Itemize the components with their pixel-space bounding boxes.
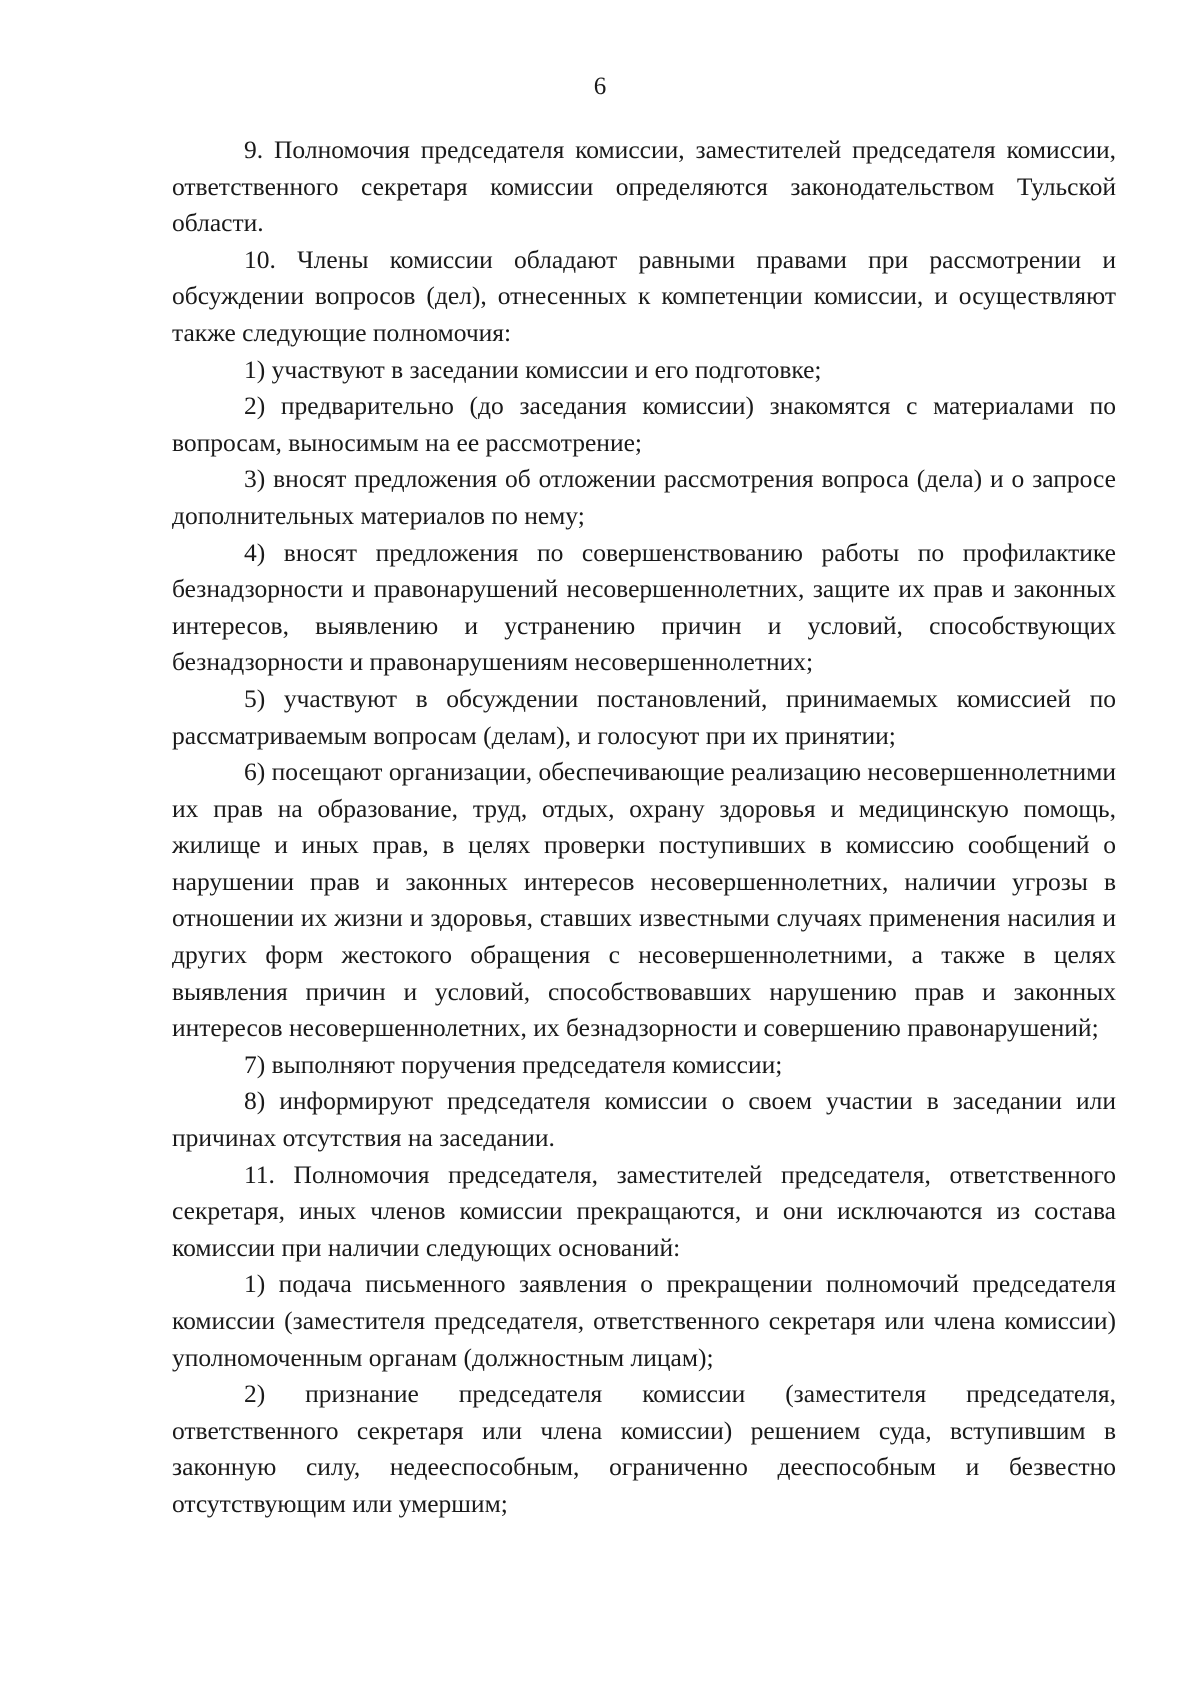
document-body — [172, 132, 1116, 1523]
list-item-11-1: 1) подача письменного заявления о прекращении полномочий председателя комиссии (заместителя председателя, ответственного секретаря или члена комиссии) уполномоченным органам (должностным лицам); — [172, 1269, 1116, 1372]
list-item-11-2: 2) признание председателя комиссии (заместителя председателя, ответственного секретаря или члена комиссии) решением суда, вступившим в законную силу, недееспособным, ограниченно дееспособным и безвестно отсутствующим или умершим; — [172, 1379, 1116, 1518]
paragraph-item-11: 11. Полномочия председателя, заместителей председателя, ответственного секретаря, иных членов комиссии прекращаются, и они исключаются из состава комиссии при наличии следующих оснований: — [172, 1159, 1116, 1262]
page-number: 6 — [593, 73, 607, 100]
list-item-10-2: 2) предварительно (до заседания комиссии) знакомятся с материалами по вопросам, выносимым на ее рассмотрение; — [172, 391, 1116, 457]
list-item-10-7: 7) выполняют поручения председателя комиссии; — [244, 1049, 783, 1079]
list-item-10-6: 6) посещают организации, обеспечивающие реализацию несовершеннолетними их прав на образование, труд, отдых, охрану здоровья и медицинскую помощь, жилище и иных прав, в целях проверки поступивших в комиссию сообщений о нарушении прав и законных интересов несовершеннолетних, наличии угрозы в отношении их жизни и здоровья, ставших известными случаях применения насилия и других форм жестокого обращения с несовершеннолетними, а также в целях выявления причин и условий, способствовавших нарушению прав и законных интересов несовершеннолетних, их безнадзорности и совершению правонарушений; — [172, 757, 1116, 1043]
list-item-10-5: 5) участвуют в обсуждении постановлений, принимаемых комиссией по рассматриваемым вопросам (делам), и голосуют при их принятии; — [172, 683, 1116, 750]
list-item-10-1: 1) участвуют в заседании комиссии и его подготовке; — [244, 354, 822, 384]
list-item-10-4: 4) вносят предложения по совершенствованию работы по профилактике безнадзорности и правонарушений несовершеннолетних, защите их прав и законных интересов, выявлению и устранению причин и условий, способствующих безнадзорности и правонарушениям несовершеннолетних; — [172, 537, 1116, 677]
list-item-10-8: 8) информируют председателя комиссии о своем участии в заседании или причинах отсутствия на заседании. — [172, 1086, 1116, 1153]
paragraph-item-10: 10. Члены комиссии обладают равными правами при рассмотрении и обсуждении вопросов (дел), отнесенных к компетенции комиссии, и осуществляют также следующие полномочия: — [172, 244, 1116, 347]
list-item-10-3: 3) вносят предложения об отложении рассмотрения вопроса (дела) и о запросе дополнительных материалов по нему; — [172, 464, 1116, 530]
paragraph-item-9: 9. Полномочия председателя комиссии, заместителей председателя комиссии, ответственного секретаря комиссии определяются законодательством Тульской области. — [172, 135, 1116, 238]
